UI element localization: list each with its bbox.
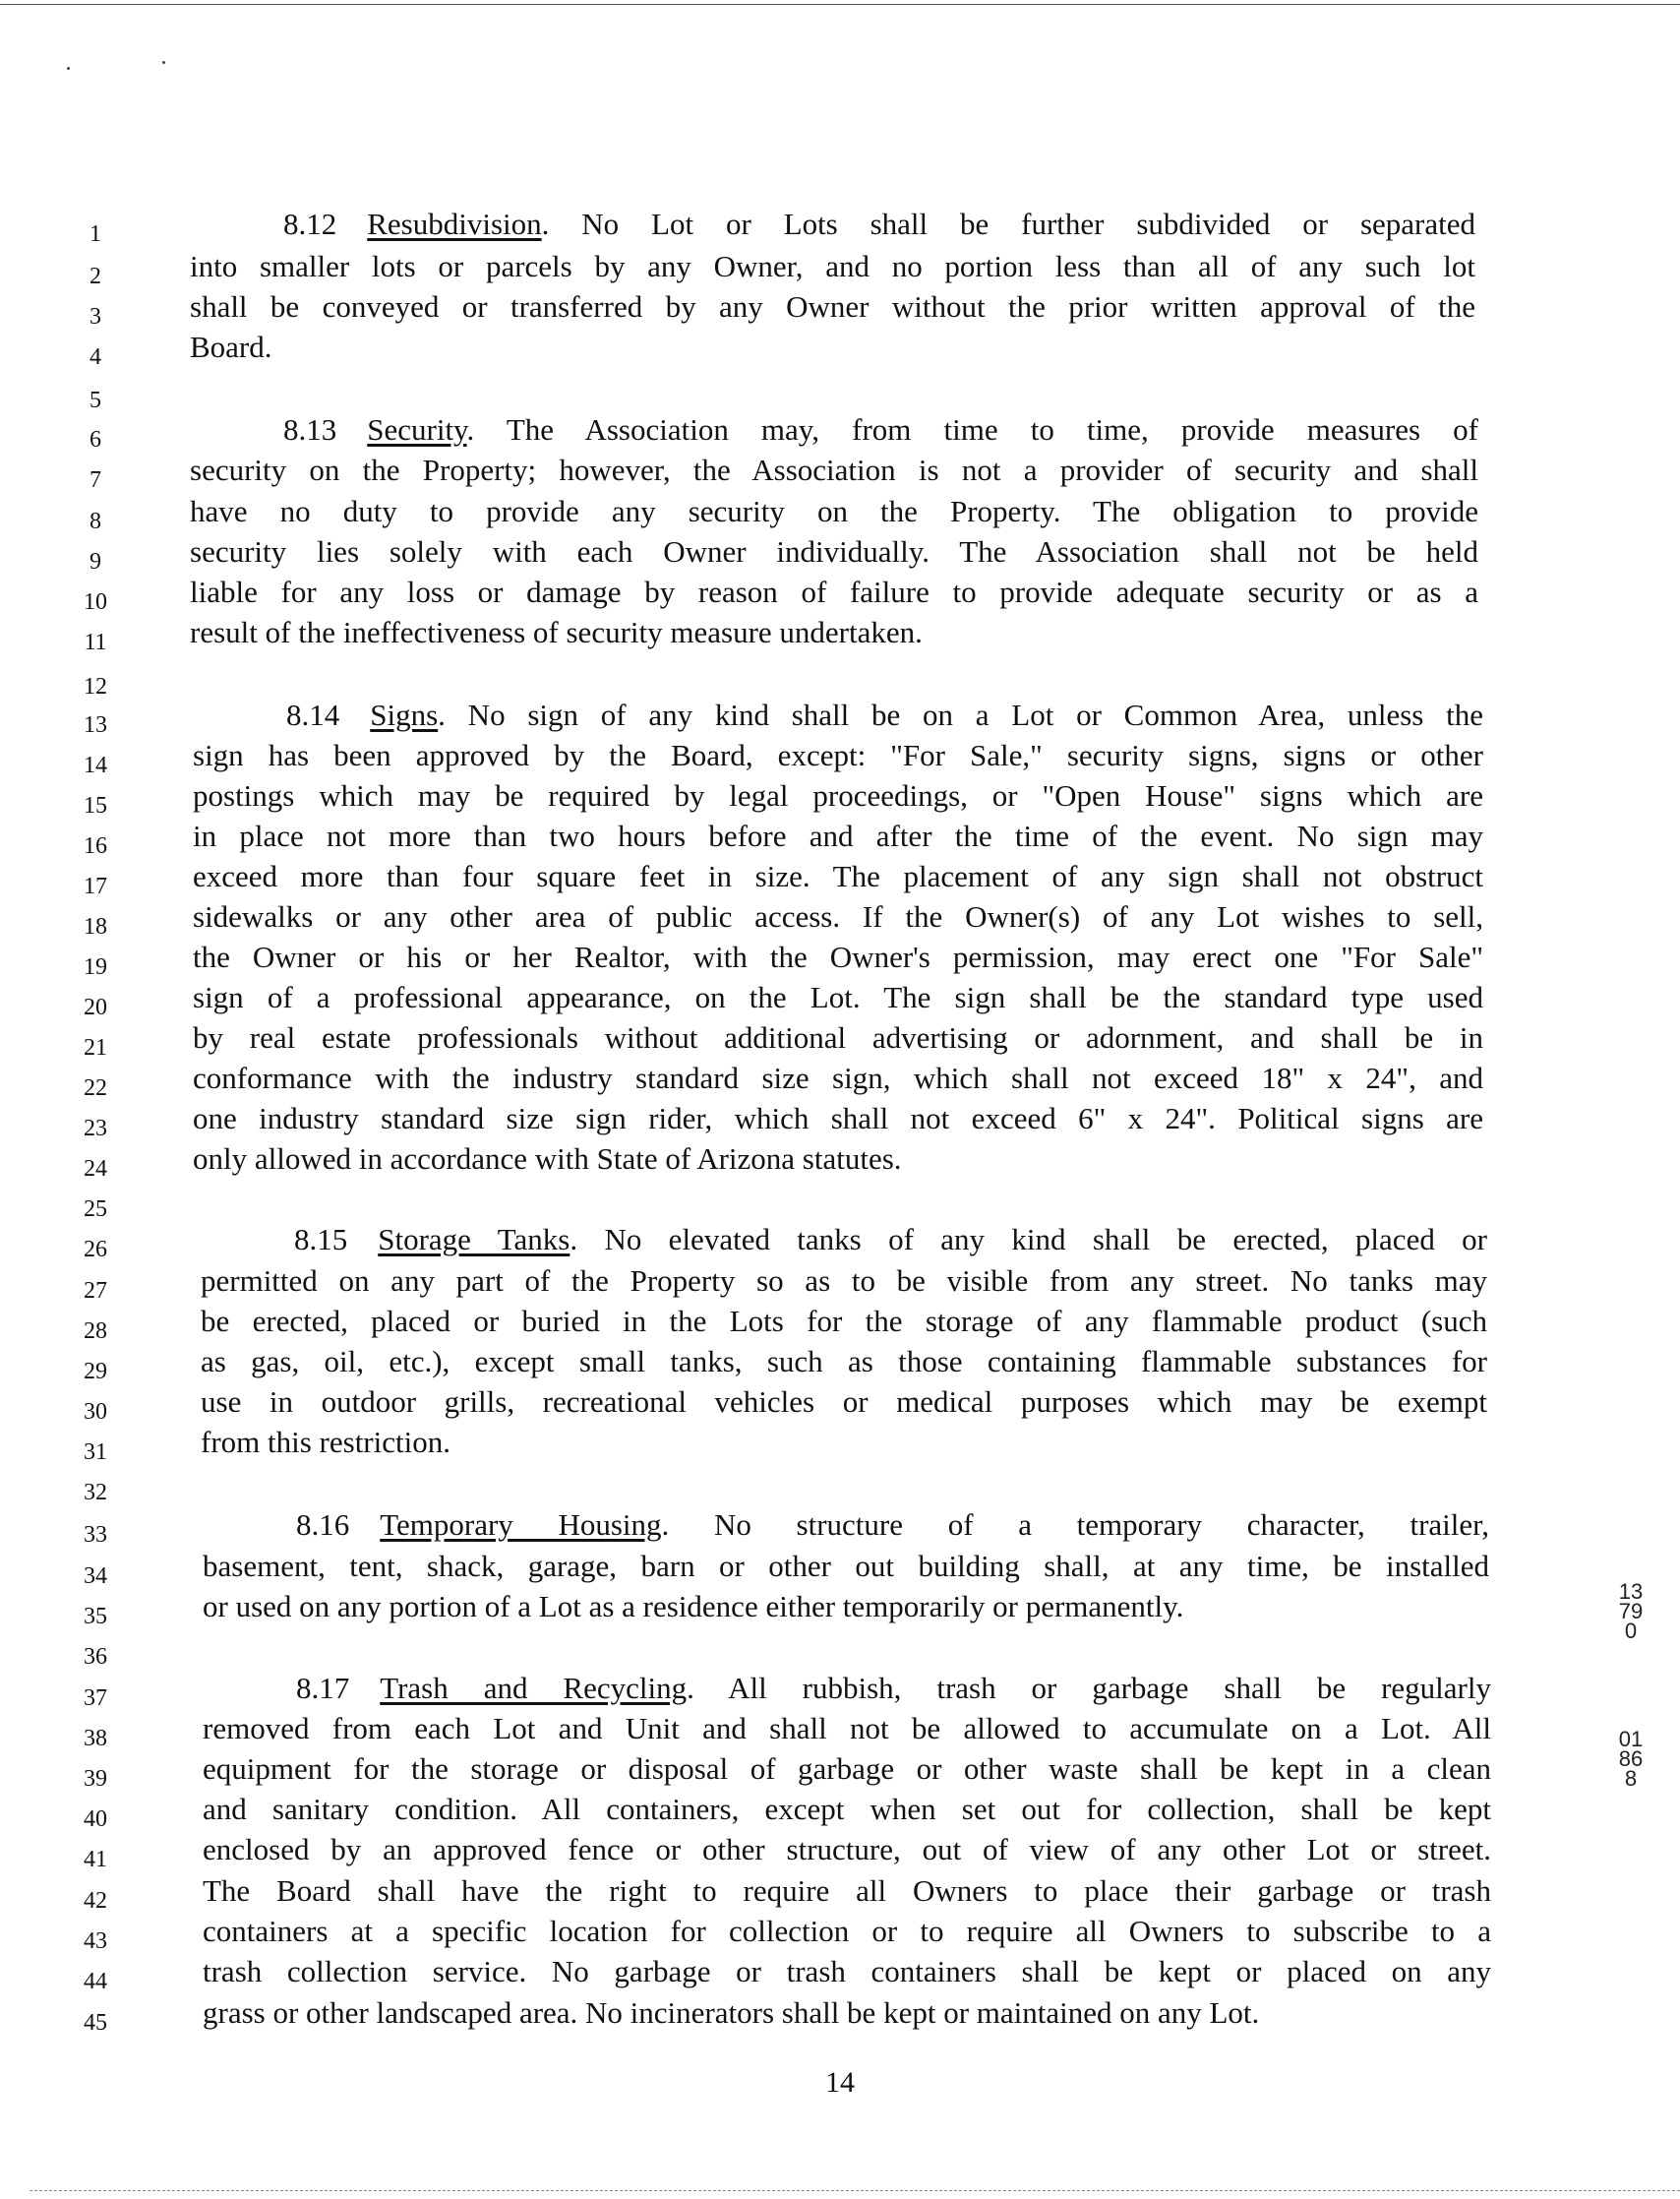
line-number: 44 [84, 1969, 107, 1994]
body-text-line: use in outdoor grills, recreational vehicles or medical purposes which may be exempt [201, 1384, 1487, 1419]
body-text-line: The Board shall have the right to require all Owners to place their garbage or trash [203, 1873, 1491, 1908]
body-text-line: the Owner or his or her Realtor, with the Owner's permission, may erect one "For Sale" [193, 940, 1483, 974]
line-number: 23 [84, 1116, 107, 1141]
section-first-line-text: . No Lot or Lots shall be further subdivided or separated [541, 207, 1475, 241]
scan-speck [67, 67, 70, 70]
body-text-line: containers at a specific location for collection or to require all Owners to subscribe to a [203, 1914, 1491, 1948]
line-number: 9 [90, 549, 101, 575]
section-title: Storage Tanks [378, 1222, 570, 1256]
body-text-line: and sanitary condition. All containers, except when set out for collection, shall be kept [203, 1792, 1491, 1826]
body-text-line: grass or other landscaped area. No incinerators shall be kept or maintained on any Lot. [203, 1995, 1260, 2030]
section-number: 8.14 [286, 698, 340, 732]
section-first-line-text: . No elevated tanks of any kind shall be erected, placed or [570, 1222, 1488, 1256]
line-number: 12 [84, 674, 107, 700]
line-number: 5 [90, 388, 101, 413]
section-first-line-text: . No structure of a temporary character, trailer, [661, 1507, 1489, 1542]
body-text-line: only allowed in accordance with State of Arizona statutes. [193, 1141, 902, 1176]
body-text-line: trash collection service. No garbage or trash containers shall be kept or placed on any [203, 1954, 1491, 1988]
line-number: 28 [84, 1318, 107, 1344]
section-number: 8.12 [283, 207, 337, 241]
line-number: 37 [84, 1685, 107, 1711]
body-text-line: as gas, oil, etc.), except small tanks, such as those containing flammable substances for [201, 1344, 1487, 1378]
body-text-line: one industry standard size sign rider, which shall not exceed 6" x 24". Political signs are [193, 1101, 1483, 1135]
body-text-line: postings which may be required by legal proceedings, or "Open House" signs which are [193, 778, 1483, 813]
section-heading-line [294, 1218, 1487, 1261]
line-number: 26 [84, 1237, 107, 1262]
body-text-line: have no duty to provide any security on the Property. The obligation to provide [190, 494, 1478, 528]
body-text-line: Board. [190, 330, 272, 364]
line-number: 31 [84, 1439, 107, 1465]
line-number: 11 [84, 630, 107, 655]
section-first-line-text: . All rubbish, trash or garbage shall be regularly [687, 1671, 1491, 1705]
line-number: 1 [90, 221, 101, 247]
line-number: 16 [84, 833, 107, 859]
body-text-line: result of the ineffectiveness of security measure undertaken. [190, 615, 923, 649]
body-text-line: removed from each Lot and Unit and shall not be allowed to accumulate on a Lot. All [203, 1711, 1491, 1745]
line-number: 2 [90, 264, 101, 289]
body-text-line: from this restriction. [201, 1425, 450, 1459]
section-title: Security [367, 412, 467, 447]
section-heading-line [283, 203, 1475, 246]
section-title: Signs [370, 698, 439, 732]
line-number: 15 [84, 793, 107, 819]
section-number: 8.15 [294, 1222, 348, 1256]
line-number: 45 [84, 2010, 107, 2036]
line-number: 10 [84, 589, 107, 615]
top-border [0, 4, 1680, 5]
body-text-line: sign has been approved by the Board, except: "For Sale," security signs, signs or other [193, 738, 1483, 772]
section-number: 8.17 [296, 1671, 350, 1705]
line-number: 30 [84, 1399, 107, 1425]
section-heading-line [283, 408, 1478, 452]
line-number: 13 [84, 712, 107, 738]
line-number: 17 [84, 874, 107, 899]
body-text-line: equipment for the storage or disposal of garbage or other waste shall be kept in a clean [203, 1751, 1491, 1786]
bottom-border [30, 2190, 1680, 2191]
line-number: 6 [90, 427, 101, 453]
section-first-line-text: . The Association may, from time to time, provide measures of [466, 412, 1478, 447]
body-text-line: be erected, placed or buried in the Lots for the storage of any flammable product (such [201, 1304, 1487, 1338]
line-number: 4 [90, 344, 101, 370]
line-number: 3 [90, 304, 101, 330]
line-number: 41 [84, 1847, 107, 1872]
line-number: 29 [84, 1359, 107, 1384]
line-number: 21 [84, 1035, 107, 1061]
section-number: 8.16 [296, 1507, 350, 1542]
line-number: 27 [84, 1278, 107, 1304]
line-number: 34 [84, 1563, 107, 1589]
section-title: Resubdivision [367, 207, 542, 241]
line-number: 22 [84, 1075, 107, 1101]
line-number: 24 [84, 1156, 107, 1182]
line-number: 7 [90, 467, 101, 493]
body-text-line: exceed more than four square feet in size. The placement of any sign shall not obstruct [193, 859, 1483, 893]
section-first-line-text: . No sign of any kind shall be on a Lot or Common Area, unless the [438, 698, 1483, 732]
section-title: Temporary Housing [380, 1507, 662, 1542]
line-number: 33 [84, 1522, 107, 1548]
body-text-line: sidewalks or any other area of public access. If the Owner(s) of any Lot wishes to sell, [193, 899, 1483, 934]
body-text-line: security on the Property; however, the Association is not a provider of security and shall [190, 453, 1478, 487]
body-text-line: liable for any loss or damage by reason of failure to provide adequate security or as a [190, 575, 1478, 609]
body-text-line: sign of a professional appearance, on the Lot. The sign shall be the standard type used [193, 980, 1483, 1014]
section-heading-line [296, 1667, 1491, 1710]
body-text-line: in place not more than two hours before and after the time of the event. No sign may [193, 819, 1483, 853]
line-number: 42 [84, 1888, 107, 1914]
line-number: 32 [84, 1480, 107, 1505]
line-number: 14 [84, 753, 107, 778]
body-text-line: permitted on any part of the Property so as to be visible from any street. No tanks may [201, 1263, 1487, 1298]
line-number: 8 [90, 509, 101, 534]
line-number: 39 [84, 1766, 107, 1792]
body-text-line: by real estate professionals without additional advertising or adornment, and shall be in [193, 1020, 1483, 1055]
recording-stamp-b: 01868 [1618, 1727, 1644, 1791]
section-title: Trash and Recycling [380, 1671, 688, 1705]
body-text-line: into smaller lots or parcels by any Owner, and no portion less than all of any such lot [190, 249, 1475, 283]
line-number: 19 [84, 954, 107, 980]
body-text-line: basement, tent, shack, garage, barn or other out building shall, at any time, be installed [203, 1549, 1489, 1583]
page-number: 14 [825, 2066, 855, 2099]
line-number: 20 [84, 995, 107, 1020]
section-heading-line [286, 694, 1483, 737]
body-text-line: or used on any portion of a Lot as a residence either temporarily or permanently. [203, 1589, 1184, 1623]
section-heading-line [296, 1503, 1489, 1547]
body-text-line: enclosed by an approved fence or other structure, out of view of any other Lot or street. [203, 1832, 1491, 1866]
line-number: 25 [84, 1196, 107, 1222]
body-text-line: conformance with the industry standard size sign, which shall not exceed 18" x 24", and [193, 1061, 1483, 1095]
line-number: 40 [84, 1806, 107, 1832]
body-text-line: shall be conveyed or transferred by any Owner without the prior written approval of the [190, 289, 1475, 324]
line-number: 38 [84, 1726, 107, 1751]
line-number: 18 [84, 914, 107, 940]
scan-speck [162, 61, 165, 64]
line-number: 43 [84, 1928, 107, 1954]
line-number: 36 [84, 1644, 107, 1670]
section-number: 8.13 [283, 412, 337, 447]
recording-stamp-a: 13790 [1618, 1579, 1644, 1643]
body-text-line: security lies solely with each Owner individually. The Association shall not be held [190, 534, 1478, 569]
line-number: 35 [84, 1604, 107, 1629]
